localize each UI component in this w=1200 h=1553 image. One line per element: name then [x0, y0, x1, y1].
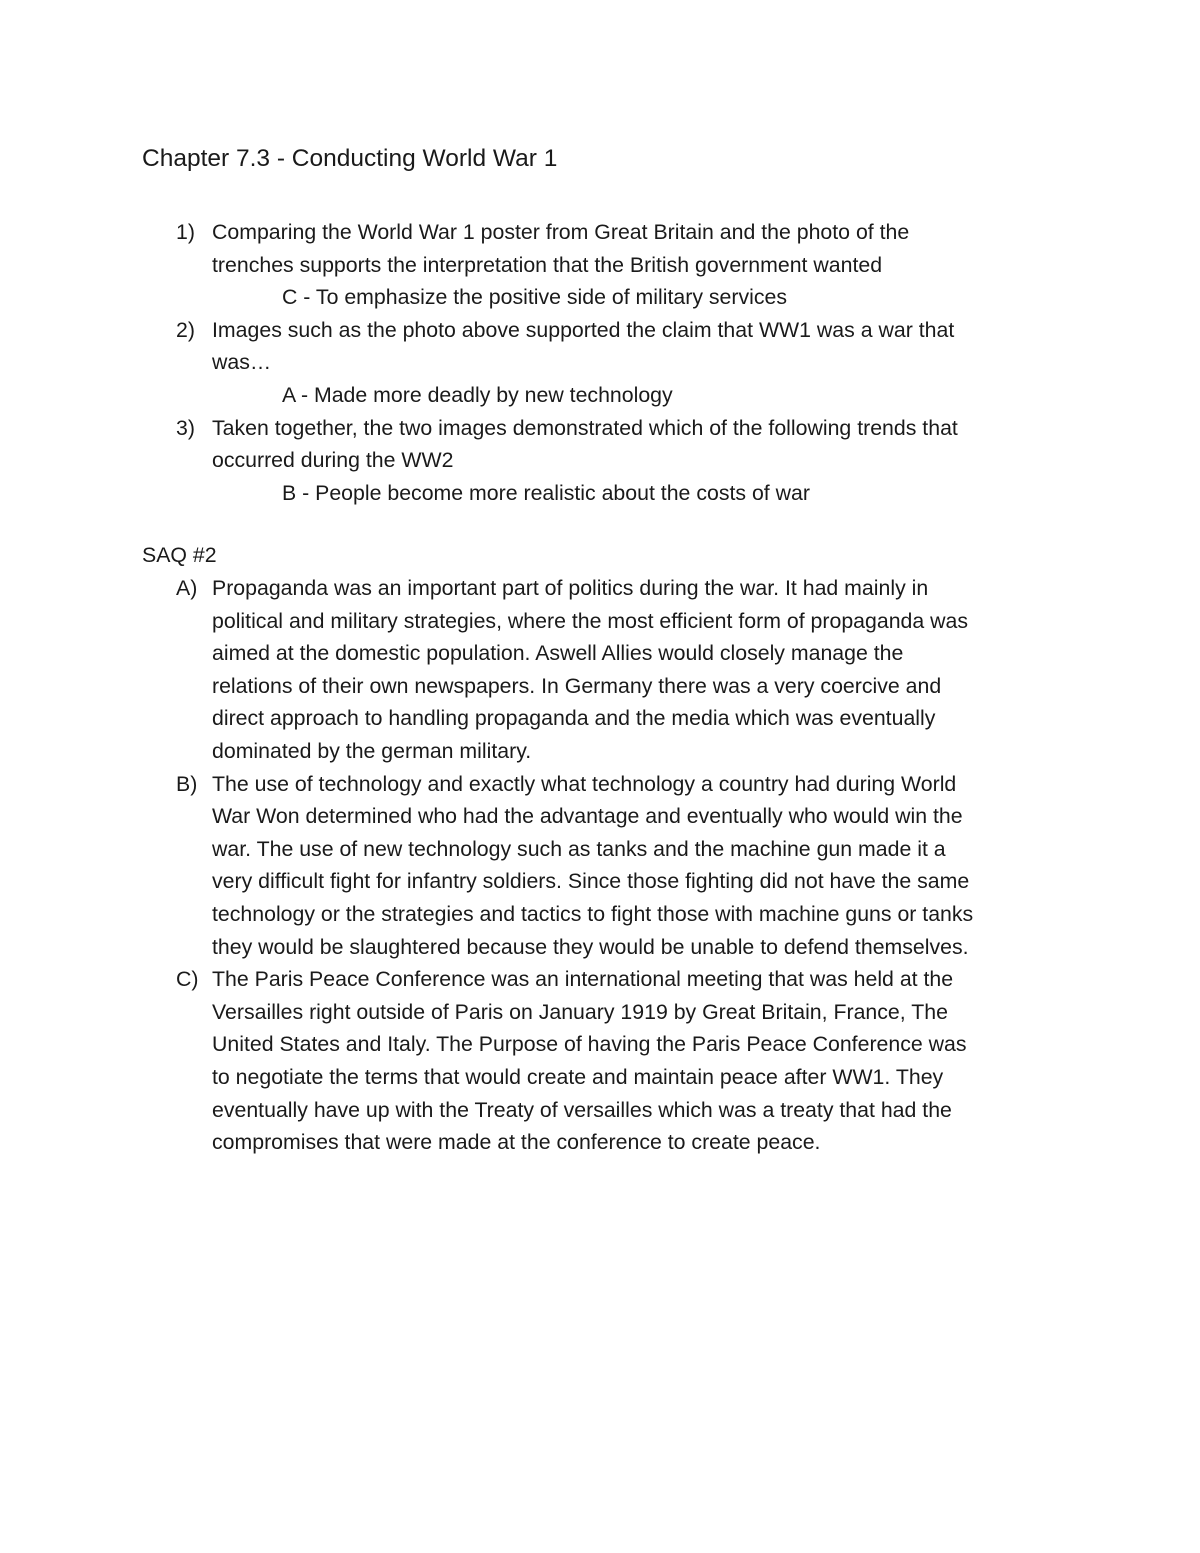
answer-text: C - To emphasize the positive side of military services: [282, 285, 788, 310]
saq-line: compromises that were made at the conference to create peace.: [212, 1130, 821, 1155]
saq-line: Versailles right outside of Paris on January 1919 by Great Britain, France, The: [212, 999, 948, 1024]
saq-line: The use of technology and exactly what technology a country had during World: [212, 771, 957, 796]
saq-line: Propaganda was an important part of politics during the war. It had mainly in: [212, 576, 929, 600]
question-line: trenches supports the interpretation that the British government wanted: [212, 252, 883, 277]
saq-line: The Paris Peace Conference was an international meeting that was held at the: [212, 967, 954, 992]
page-title: Chapter 7.3 - Conducting World War 1: [142, 145, 558, 172]
saq-line: direct approach to handling propaganda and the media which was eventually: [212, 706, 936, 731]
question-item: [142, 216, 1082, 314]
question-item: [142, 412, 1082, 510]
saq-line: United States and Italy. The Purpose of having the Paris Peace Conference was: [212, 1032, 967, 1057]
question-line: occurred during the WW2: [212, 448, 454, 473]
question-number: 3): [176, 415, 195, 440]
saq-line: eventually have up with the Treaty of versailles which was a treaty that had the: [212, 1097, 952, 1122]
question-number: 1): [176, 220, 195, 244]
saq-letter: C): [176, 967, 199, 992]
question-list: [142, 216, 1082, 509]
saq-list: [142, 572, 1082, 1159]
question-line: Taken together, the two images demonstrated which of the following trends that: [212, 415, 958, 440]
question-line: was…: [212, 350, 272, 375]
saq-item: [142, 572, 1082, 768]
saq-line: they would be slaughtered because they would be unable to defend themselves.: [212, 934, 969, 959]
saq-line: relations of their own newspapers. In Germany there was a very coercive and: [212, 673, 942, 698]
saq-line: War Won determined who had the advantage and eventually who would win the: [212, 804, 963, 829]
saq-line: to negotiate the terms that would create and maintain peace after WW1. They: [212, 1064, 944, 1089]
question-item: [142, 314, 1082, 412]
question-line: Images such as the photo above supported the claim that WW1 was a war that: [212, 317, 955, 342]
saq-letter: A): [176, 576, 198, 600]
question-line: Comparing the World War 1 poster from Great Britain and the photo of the: [212, 220, 910, 244]
saq-letter: B): [176, 771, 198, 796]
saq-line: very difficult fight for infantry soldiers. Since those fighting did not have the same: [212, 869, 970, 894]
saq-item: [142, 768, 1082, 964]
saq-line: aimed at the domestic population. Aswell Allies would closely manage the: [212, 641, 904, 666]
saq-line: dominated by the german military.: [212, 738, 532, 763]
question-number: 2): [176, 317, 195, 342]
answer-text: A - Made more deadly by new technology: [282, 382, 673, 407]
saq-item: [142, 963, 1082, 1159]
saq-line: war. The use of new technology such as tanks and the machine gun made it a: [212, 836, 946, 861]
saq-line: technology or the strategies and tactics to fight those with machine guns or tanks: [212, 901, 974, 926]
saq-label: SAQ #2: [142, 543, 217, 567]
answer-text: B - People become more realistic about the costs of war: [282, 480, 810, 505]
saq-line: political and military strategies, where the most efficient form of propaganda was: [212, 608, 969, 633]
